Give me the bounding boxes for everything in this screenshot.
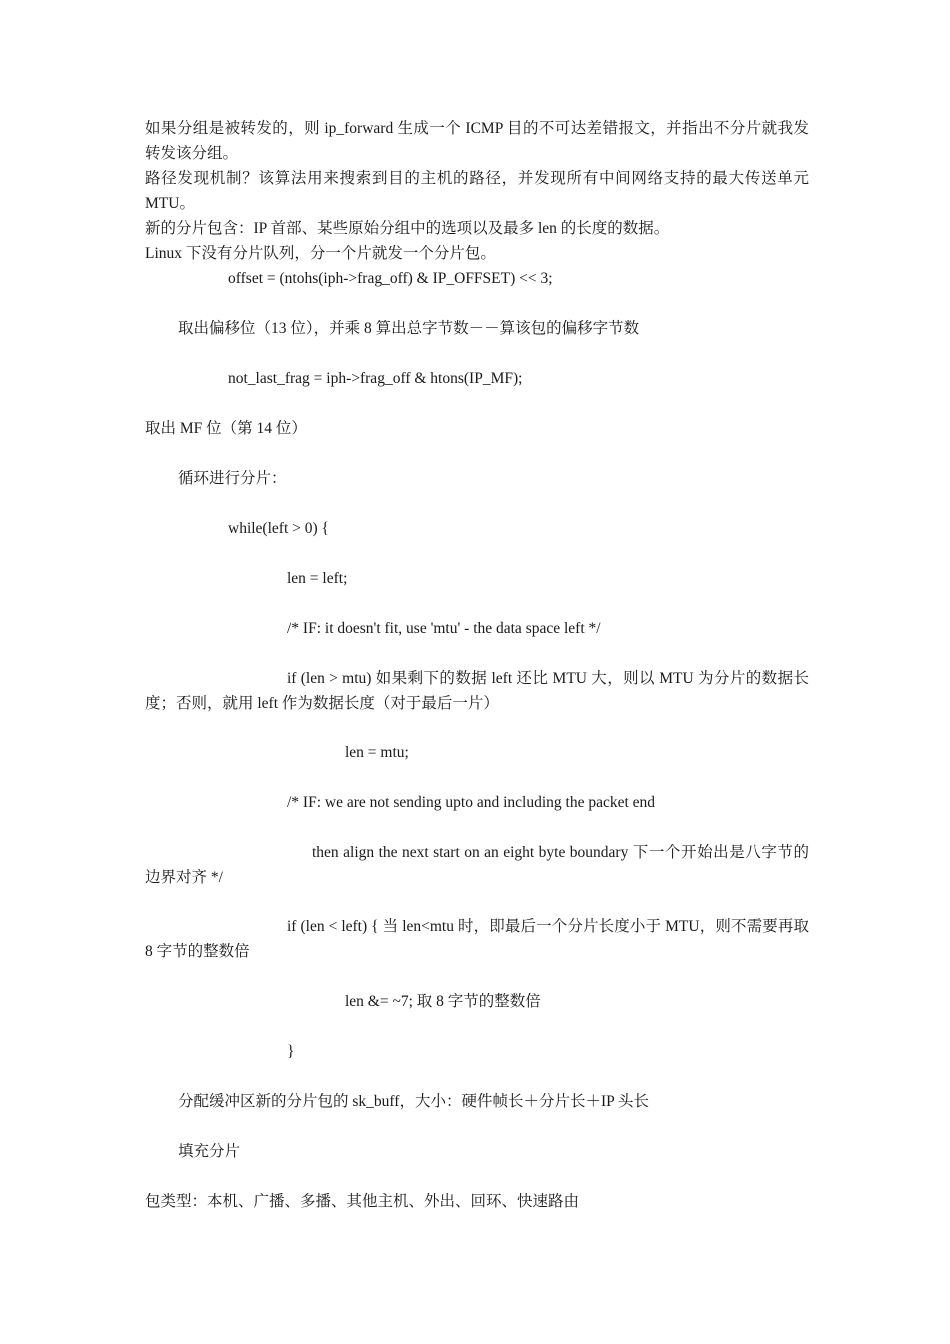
code-comment-mtu-line: /* IF: it doesn't fit, use 'mtu' - the data space left */ — [287, 620, 601, 637]
paragraph-new-fragment-contents: 新的分片包含：IP 首部、某些原始分组中的选项以及最多 len 的长度的数据。 — [145, 220, 670, 237]
code-len-left-line: len = left; — [287, 570, 348, 587]
paragraph-linux-no-fragment-queue: Linux 下没有分片队列，分一个片就发一个分片包。 — [145, 245, 496, 262]
code-len-mtu-line: len = mtu; — [345, 744, 409, 761]
code-offset-line: offset = (ntohs(iph->frag_off) & IP_OFFSET) << 3; — [228, 270, 553, 287]
paragraph-forward-icmp: 如果分组是被转发的，则 ip_forward 生成一个 ICMP 目的不可达差错报文，并指出不分片就我发转发该分组。 — [145, 120, 809, 162]
code-not-last-frag-line: not_last_frag = iph->frag_off & htons(IP_MF); — [228, 370, 523, 387]
code-comment-align-line: then align the next start on an eight byte boundary 下一个开始出是八字节的边界对齐 */ — [145, 844, 809, 886]
comment-offset-bits: 取出偏移位（13 位），并乘 8 算出总字节数－－算该包的偏移字节数 — [178, 320, 640, 337]
code-if-len-mtu-line: if (len > mtu) 如果剩下的数据 left 还比 MTU 大，则以 MTU 为分片的数据长度；否则，就用 left 作为数据长度（对于最后一片） — [145, 670, 809, 712]
code-close-brace-line: } — [287, 1043, 295, 1060]
comment-loop-fragment: 循环进行分片： — [178, 470, 287, 487]
code-comment-packet-end-line: /* IF: we are not sending upto and including the packet end — [287, 794, 656, 811]
code-if-len-left-line: if (len < left) { 当 len<mtu 时，即最后一个分片长度小于 MTU，则不需要再取 8 字节的整数倍 — [145, 918, 809, 960]
paragraph-fill-fragment: 填充分片 — [178, 1143, 241, 1160]
comment-mf-bit: 取出 MF 位（第 14 位） — [145, 420, 307, 437]
code-while-line: while(left > 0) { — [228, 520, 329, 537]
paragraph-packet-types: 包类型：本机、广播、多播、其他主机、外出、回环、快速路由 — [145, 1193, 580, 1210]
paragraph-allocate-skbuff: 分配缓冲区新的分片包的 sk_buff，大小：硬件帧长＋分片长＋IP 头长 — [178, 1093, 650, 1110]
code-len-and-7-line: len &= ~7; 取 8 字节的整数倍 — [345, 993, 541, 1010]
paragraph-path-mtu-discovery: 路径发现机制？该算法用来搜索到目的主机的路径，并发现所有中间网络支持的最大传送单元 MTU。 — [145, 170, 809, 212]
